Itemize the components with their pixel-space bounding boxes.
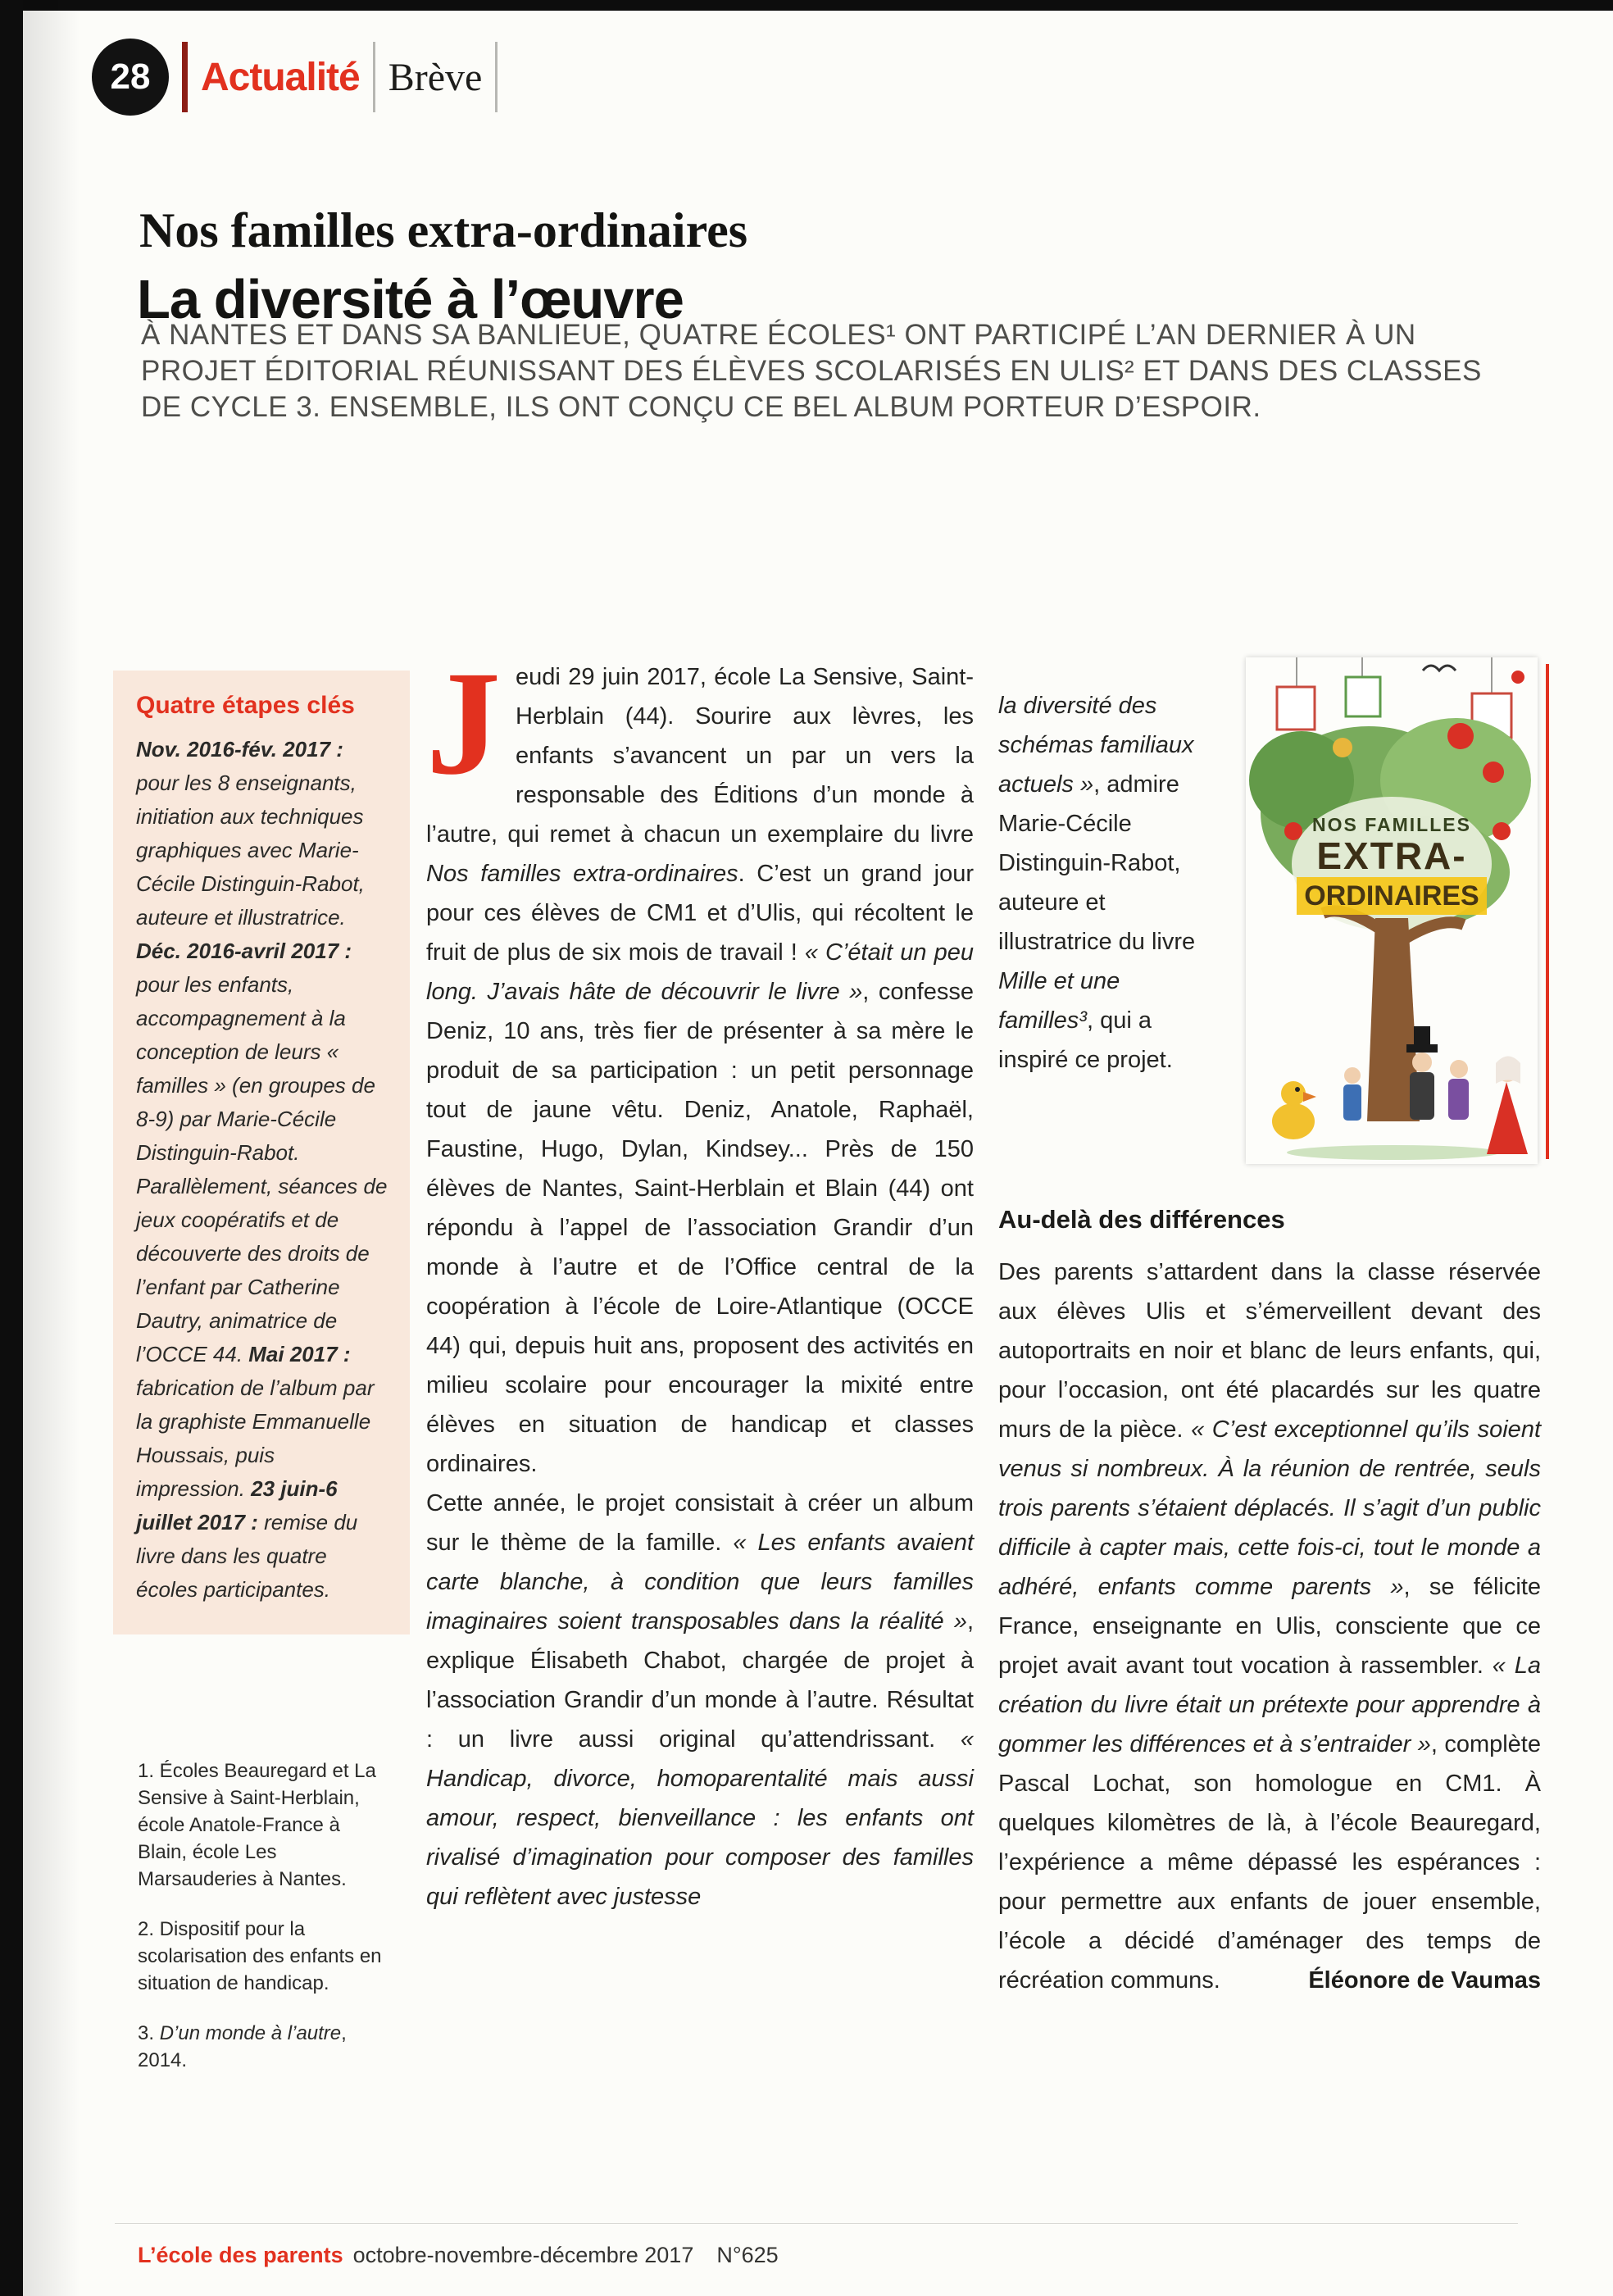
page-number: 28 [110, 57, 151, 97]
page-number-badge [92, 39, 169, 116]
article-column-2 [998, 657, 1541, 2000]
header-divider-gray-2 [495, 42, 498, 112]
footer-magazine-name: L’école des parents [138, 2243, 343, 2267]
section-label: Actualité [201, 55, 360, 99]
book-title-line-1: NOS FAMILLES [1312, 814, 1471, 835]
footer-rule [115, 2223, 1518, 2224]
footer-issue-number: N°625 [716, 2243, 779, 2267]
footnote-2: 2. Dispositif pour la scolarisation des enfants en situation de handicap. [138, 1918, 382, 1994]
byline: Éléonore de Vaumas [1308, 1967, 1541, 1994]
standfirst: À NANTES ET DANS SA BANLIEUE, QUATRE ÉCOLES¹ ONT PARTICIPÉ L’AN DERNIER À UN PROJET ÉDITORIAL RÉUNISSANT DES ÉLÈVES SCOLARISÉS EN ULIS² ET DANS DES CLASSES DE CYCLE 3. ENSEMBLE, ILS ONT CONÇU CE BEL ALBUM PORTEUR D’ESPOIR. [141, 319, 1482, 423]
footnote-1: 1. Écoles Beauregard et La Sensive à Saint-Herblain, école Anatole-France à Blain, école Les Marsauderies à Nantes. [138, 1760, 376, 1890]
closing-paragraph-text: Des parents s’attardent dans la classe réservée aux élèves Ulis et s’émerveillent devant des autoportraits en noir et blanc de leurs enfants, qui, pour l’occasion, ont été placardés sur les quatre murs de la pièce. « C’est exceptionnel qu’ils soient venus si nombreux. À la réunion de rentrée, seuls trois parents s’étaient déplacés. Il s’agit d’un public difficile à capter mais, cette fois-ci, tout le monde a adhéré, enfants comme parents », se félicite France, enseignante en Ulis, consciente que ce projet avait avant tout vocation à rassembler. « La création du livre était un prétexte pour apprendre à gommer les différences et à s’entraider », complète Pascal Lochat, son homologue en CM1. À quelques kilomètres de là, à l’école Beauregard, l’expérience a même dépassé les espérances : pour permettre aux enfants de jouer ensemble, l’école a décidé d’aménager des temps de récréation communs. [998, 1259, 1541, 1994]
opening-paragraph-text: eudi 29 juin 2017, école La Sensive, Saint-Herblain (44). Sourire aux lèvres, les enfants s’avancent un par un vers la responsable des Éditions d’un monde à l’autre, qui remet à chacun un exemplaire du livre Nos familles extra-ordinaires. C’est un grand jour pour ces élèves de CM1 et d’Ulis, qui récoltent le fruit de plus de six mois de travail ! « C’était un peu long. J’avais hâte de découvrir le livre », confesse Deniz, 10 ans, très fier de présenter à sa mère le produit de sa participation : un petit personnage tout de jaune vêtu. Deniz, Anatole, Raphaël, Faustine, Hugo, Dylan, Kindsey... Près de 150 élèves de Nantes, Saint-Herblain et Blain (44) ont répondu à l’appel de l’association Grandir d’un monde à l’autre et de l’Office central de la coopération à l’école de Loire-Atlantique (OCCE 44) qui, depuis huit ans, proposent des activités en milieu scolaire pour encourager la mixité entre élèves en situation de handicap et classes ordinaires. [426, 664, 974, 1477]
subsection-label: Brève [388, 55, 483, 99]
opening-paragraph [426, 641, 974, 1484]
scan-gutter-shadow [23, 0, 80, 2296]
key-steps-box [113, 671, 410, 1634]
continuation-paragraph: la diversité des schémas familiaux actuels », admire Marie-Cécile Distinguin-Rabot, auteure et illustratrice du livre Mille et une familles³, qui a inspiré ce projet. [998, 693, 1196, 1073]
second-paragraph: Cette année, le projet consistait à créer un album sur le thème de la famille. « Les enfants avaient carte blanche, à condition que leurs familles imaginaires soient transposables dans la réalité », explique Élisabeth Chabot, chargée de projet à l’association Grandir d’un monde à l’autre. Résultat : un livre aussi original qu’attendrissant. « Handicap, divorce, homoparentalité mais aussi amour, respect, bienveillance : les enfants ont rivalisé d’imagination pour composer des familles qui reflètent avec justesse [426, 1490, 974, 1910]
footnote-3: 3. D’un monde à l’autre, 2014. [138, 2022, 347, 2071]
column-2-top [998, 657, 1541, 1192]
header-divider-dark [182, 42, 188, 112]
book-title-line-2: EXTRA- [1316, 834, 1467, 877]
book-cover-illustration [1246, 657, 1538, 1164]
red-edge-rule [1546, 664, 1549, 1159]
footnotes [113, 1757, 384, 2074]
page-footer [138, 2243, 779, 2268]
article-column-1 [426, 641, 974, 1916]
article-kicker: Nos familles extra-ordinaires [139, 203, 748, 258]
article-title: La diversité à l’œuvre [137, 268, 684, 330]
page-header [92, 34, 498, 120]
footer-issue-date: octobre-novembre-décembre 2017 [352, 2243, 694, 2267]
scan-edge-left [0, 0, 23, 2296]
section-heading: Au-delà des différences [998, 1205, 1285, 1234]
dropcap: J [426, 641, 501, 806]
closing-paragraph [998, 1253, 1541, 2000]
key-steps-title: Quatre étapes clés [136, 692, 355, 719]
header-divider-gray-1 [373, 42, 375, 112]
left-sidebar [113, 671, 410, 2097]
book-cover [1246, 657, 1538, 1164]
book-title-line-3: ORDINAIRES [1304, 880, 1479, 912]
key-steps-body: Nov. 2016-fév. 2017 : pour les 8 enseignants, initiation aux techniques graphiques avec Marie-Cécile Distinguin-Rabot, auteure et illustratrice. Déc. 2016-avril 2017 : pour les enfants, accompagnement à la conception de leurs « familles » (en groupes de 8-9) par Marie-Cécile Distinguin-Rabot. Parallèlement, séances de jeux coopératifs et de découverte des droits de l’enfant par Catherine Dautry, animatrice de l’OCCE 44. Mai 2017 : fabrication de l’album par la graphiste Emmanuelle Houssais, puis impression. 23 juin-6 juillet 2017 : remise du livre dans les quatre écoles participantes. [136, 737, 388, 1602]
scan-edge-top [0, 0, 1613, 11]
